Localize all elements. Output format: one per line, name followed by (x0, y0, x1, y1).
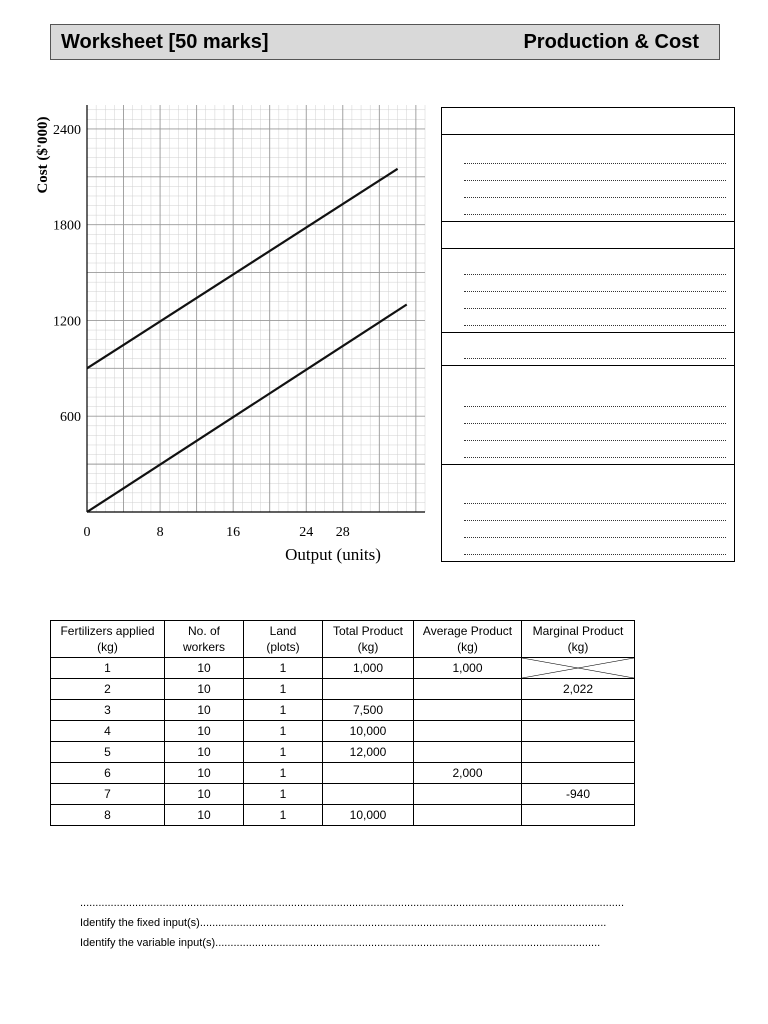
cell-fertilizer: 2 (51, 679, 165, 700)
answer-line[interactable] (464, 197, 726, 198)
col-header-marginal-product: Marginal Product (kg) (522, 621, 635, 658)
x-tick-label: 8 (156, 525, 164, 540)
x-axis-label: Output (units) (285, 545, 381, 564)
cell-land: 1 (244, 679, 323, 700)
cell-average-product[interactable] (414, 700, 522, 721)
cell-land: 1 (244, 700, 323, 721)
cell-fertilizer: 8 (51, 805, 165, 826)
answer-divider (442, 332, 734, 333)
cell-marginal-product[interactable] (522, 763, 635, 784)
cell-workers: 10 (165, 742, 244, 763)
cell-workers: 10 (165, 700, 244, 721)
tick-labels (53, 123, 350, 540)
chart-grid-minor (87, 105, 425, 512)
question-block (80, 893, 664, 953)
cell-workers: 10 (165, 763, 244, 784)
table-row (51, 784, 635, 805)
y-tick-label: 1200 (53, 314, 81, 330)
cell-fertilizer: 7 (51, 784, 165, 805)
cell-land: 1 (244, 742, 323, 763)
answer-line[interactable] (464, 163, 726, 164)
cell-fertilizer: 5 (51, 742, 165, 763)
answer-line[interactable] (464, 358, 726, 359)
answer-divider (442, 134, 734, 135)
cell-total-product[interactable]: 10,000 (323, 721, 414, 742)
answer-divider (442, 464, 734, 465)
answer-line-blank[interactable]: .................................................................................................................................................................................. (80, 897, 624, 909)
cell-land: 1 (244, 805, 323, 826)
chart-grid-major (87, 105, 425, 512)
col-header-fertilizers: Fertilizers applied (kg) (51, 621, 165, 658)
cell-total-product[interactable] (323, 763, 414, 784)
cell-average-product[interactable] (414, 721, 522, 742)
col-header-workers: No. of workers (165, 621, 244, 658)
cell-workers: 10 (165, 784, 244, 805)
table-row (51, 721, 635, 742)
cell-total-product[interactable] (323, 679, 414, 700)
table-row (51, 805, 635, 826)
col-header-land: Land (plots) (244, 621, 323, 658)
x-tick-label: 24 (299, 525, 314, 540)
answer-line[interactable] (464, 308, 726, 309)
answer-line[interactable] (464, 406, 726, 407)
cell-total-product[interactable]: 7,500 (323, 700, 414, 721)
cell-average-product[interactable]: 2,000 (414, 763, 522, 784)
col-header-average-product: Average Product (kg) (414, 621, 522, 658)
series-line-lower (87, 305, 407, 512)
table-header-row (51, 621, 635, 658)
table-row (51, 679, 635, 700)
answer-line[interactable] (464, 440, 726, 441)
y-tick-label: 1800 (53, 218, 81, 234)
answer-line[interactable] (464, 537, 726, 538)
cell-total-product[interactable]: 1,000 (323, 658, 414, 679)
answer-line[interactable] (464, 291, 726, 292)
cell-workers: 10 (165, 679, 244, 700)
cell-fertilizer: 3 (51, 700, 165, 721)
cell-average-product[interactable] (414, 742, 522, 763)
x-tick-label: 16 (226, 525, 241, 540)
question-fixed-input: Identify the fixed input(s)..................................................................................................................................... (80, 917, 607, 929)
cell-marginal-product[interactable]: -940 (522, 784, 635, 805)
answer-line[interactable] (464, 503, 726, 504)
cell-land: 1 (244, 721, 323, 742)
answer-line[interactable] (464, 554, 726, 555)
cell-land: 1 (244, 784, 323, 805)
worksheet-title: Worksheet [50 marks] (61, 30, 269, 53)
cell-workers: 10 (165, 721, 244, 742)
cell-total-product[interactable]: 12,000 (323, 742, 414, 763)
cell-workers: 10 (165, 805, 244, 826)
cell-average-product[interactable] (414, 679, 522, 700)
col-header-total-product: Total Product (kg) (323, 621, 414, 658)
cell-workers: 10 (165, 658, 244, 679)
cell-average-product[interactable] (414, 805, 522, 826)
question-variable-input: Identify the variable input(s).............................................................................................................................. (80, 937, 601, 949)
answer-line[interactable] (464, 423, 726, 424)
answer-divider (442, 221, 734, 222)
cell-marginal-product[interactable] (522, 805, 635, 826)
cell-marginal-product[interactable]: 2,022 (522, 679, 635, 700)
table-row (51, 742, 635, 763)
y-tick-label: 2400 (53, 122, 81, 138)
answer-line[interactable] (464, 520, 726, 521)
answer-box (441, 107, 735, 562)
cell-fertilizer: 6 (51, 763, 165, 784)
cost-chart (0, 90, 440, 570)
y-axis-label: Cost ($'000) (35, 116, 51, 194)
answer-line[interactable] (464, 325, 726, 326)
topic-title: Production & Cost (523, 30, 699, 53)
table-row (51, 763, 635, 784)
production-table (50, 620, 635, 826)
cell-marginal-product[interactable] (522, 742, 635, 763)
cell-marginal-product[interactable] (522, 700, 635, 721)
y-tick-label: 600 (60, 410, 81, 426)
cell-total-product[interactable]: 10,000 (323, 805, 414, 826)
table-row (51, 700, 635, 721)
answer-line[interactable] (464, 214, 726, 215)
answer-divider (442, 365, 734, 366)
answer-divider (442, 248, 734, 249)
x-tick-label: 0 (83, 525, 91, 540)
answer-line[interactable] (464, 180, 726, 181)
cell-marginal-product[interactable] (522, 721, 635, 742)
cell-marginal-product-crossed (522, 658, 635, 679)
cell-average-product[interactable]: 1,000 (414, 658, 522, 679)
cell-total-product[interactable] (323, 784, 414, 805)
answer-line[interactable] (464, 274, 726, 275)
worksheet-header (50, 24, 720, 60)
table-row (51, 658, 635, 679)
cross-out-icon (522, 658, 634, 678)
chart-series (87, 169, 407, 512)
cell-fertilizer: 4 (51, 721, 165, 742)
cell-fertilizer: 1 (51, 658, 165, 679)
cell-land: 1 (244, 763, 323, 784)
x-tick-label: 28 (335, 525, 350, 540)
cell-land: 1 (244, 658, 323, 679)
cell-average-product[interactable] (414, 784, 522, 805)
answer-line[interactable] (464, 457, 726, 458)
